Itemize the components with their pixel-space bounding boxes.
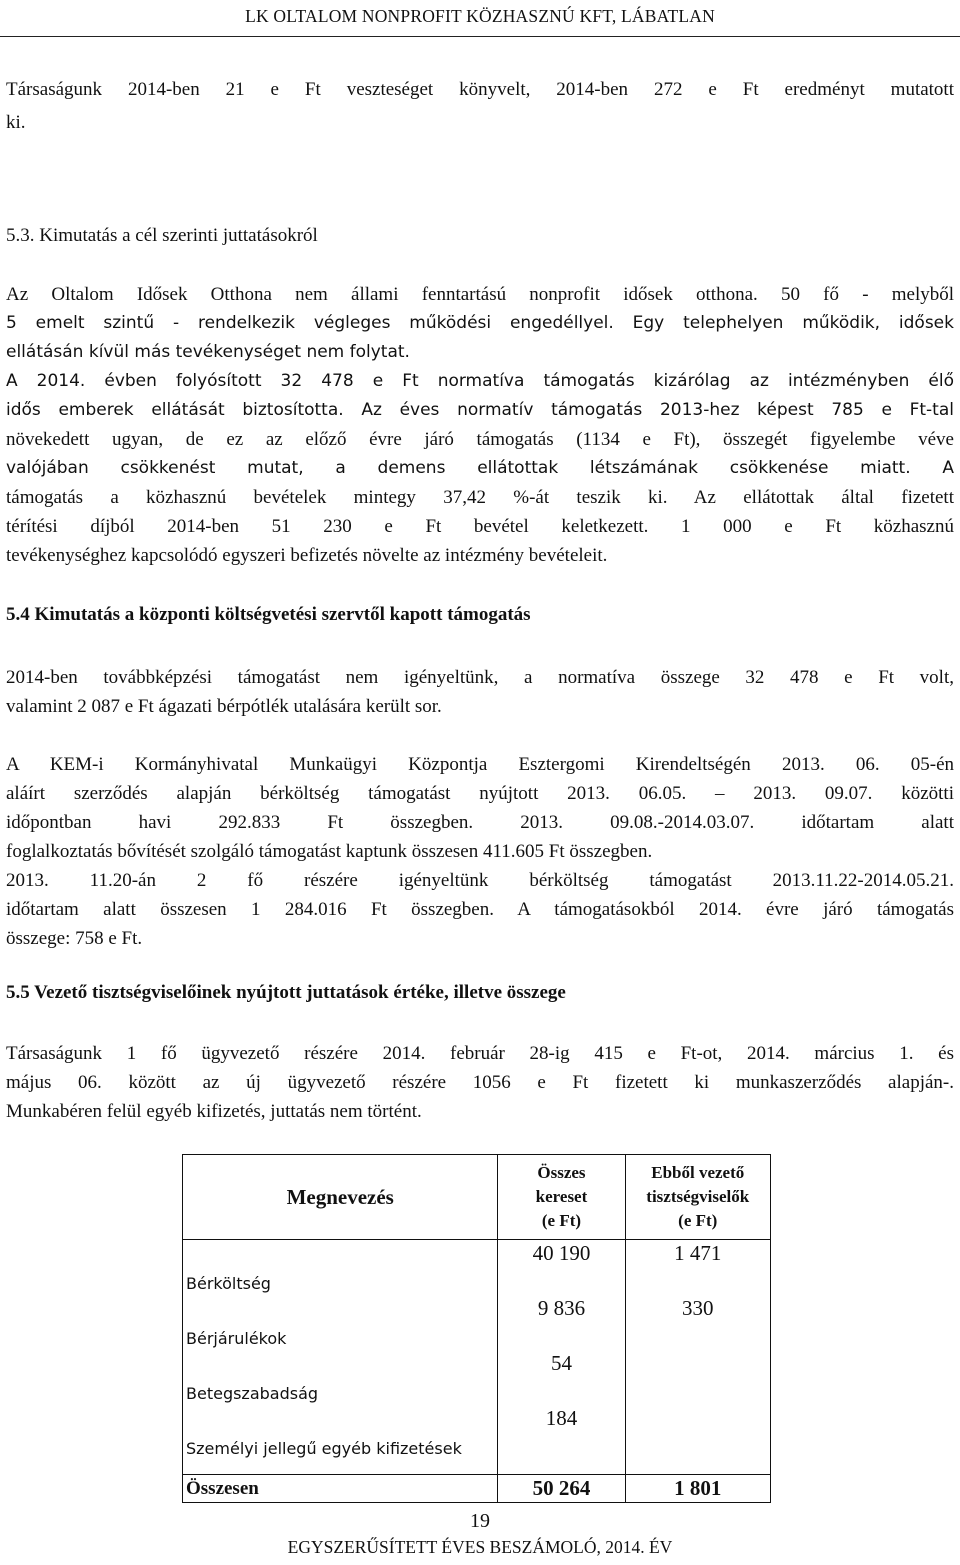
row-label-berkoltseg: Bérköltség [186, 1274, 271, 1293]
s54-p2-line-5: 2013. 11.20-án 2 fő részére igényeltünk bérköltség támogatást 2013.11.22-2014.05.21. [6, 870, 954, 891]
row-exec-betegszabadsag [629, 1350, 768, 1405]
total-exec-value: 1 801 [625, 1475, 771, 1503]
row-exec-berkoltseg: 1 471 [674, 1241, 722, 1265]
s53-line-10: tevékenységhez kapcsolódó egyszeri befizetés növelte az intézmény bevételeit. [6, 545, 608, 566]
executive-pay-table [182, 1154, 771, 1503]
row-total-berkoltseg: 40 190 [532, 1241, 591, 1265]
s53-line-7: valójában csökkenést mutat, a demens ellátottak létszámának csökkenése miatt. A [6, 458, 954, 478]
row-exec-berjarulekok: 330 [682, 1296, 714, 1320]
header-vezeto-tisztsegviselok [625, 1155, 771, 1240]
s53-line-2: 5 emelt szintű - rendelkezik végleges működési engedéllyel. Egy telephelyen működik, idősek [6, 313, 954, 333]
page-number: 19 [470, 1510, 490, 1532]
row-exec-szemelyi-jellegu [629, 1405, 768, 1460]
row-labels-cell [183, 1240, 498, 1475]
s55-line-2: május 06. között az új ügyvezető részére 1056 e Ft fizetett ki munkaszerződés alapján-. [6, 1072, 954, 1093]
row-total-szemelyi-jellegu: 184 [545, 1406, 578, 1430]
total-value: 50 264 [498, 1475, 625, 1503]
header-col2-line-1: Összes [537, 1163, 586, 1182]
s53-line-1: Az Oltalom Idősek Otthona nem állami fenntartású nonprofit idősek otthona. 50 fő - melyből [6, 284, 954, 305]
s54-p2-line-4: foglalkoztatás bővítését szolgáló támogatást kaptunk összesen 411.605 Ft összegben. [6, 841, 653, 862]
s55-line-3: Munkabéren felül egyéb kifizetés, juttatás nem történt. [6, 1101, 422, 1122]
header-megnevezes: Megnevezés [183, 1155, 498, 1240]
s54-p1-line-1: 2014-ben továbbképzési támogatást nem igényeltünk, a normatíva összege 32 478 e Ft volt, [6, 667, 954, 688]
s53-line-6: növekedett ugyan, de ez az előző évre járó támogatás (1134 e Ft), összegét figyelembe véve [6, 429, 954, 450]
section-5-3-heading: 5.3. Kimutatás a cél szerinti juttatásokról [6, 225, 318, 246]
row-label-berjarulekok: Bérjárulékok [186, 1329, 287, 1348]
row-total-betegszabadsag: 54 [550, 1351, 572, 1375]
header-osszes-kereset [498, 1155, 625, 1240]
total-label: Összesen [183, 1475, 498, 1503]
header-divider [0, 36, 960, 37]
section-5-4-heading: 5.4 Kimutatás a központi költségvetési szervtől kapott támogatás [6, 604, 531, 625]
header-col3-line-3: (e Ft) [678, 1211, 718, 1230]
s54-p2-line-3: időpontban havi 292.833 Ft összegben. 2013. 09.08.-2014.03.07. időtartam alatt [6, 812, 954, 833]
table-body-row [183, 1240, 771, 1475]
row-total-berjarulekok: 9 836 [537, 1296, 586, 1320]
header-col2-line-2: kereset [535, 1187, 588, 1206]
table-header-row [183, 1155, 771, 1240]
s53-line-3: ellátásán kívül más tevékenységet nem folytat. [6, 342, 410, 362]
header-col3-line-2: tisztségviselők [646, 1187, 750, 1206]
s54-p2-line-2: aláírt szerződés alapján bérköltség támogatást nyújtott 2013. 06.05. – 2013. 09.07. közötti [6, 783, 954, 804]
s53-line-5: idős emberek ellátását biztosította. Az éves normatív támogatás 2013-hez képest 785 e Ft-tal [6, 400, 954, 420]
row-label-betegszabadsag: Betegszabadság [186, 1384, 319, 1403]
intro-line-2: ki. [6, 112, 26, 133]
s54-p2-line-6: időtartam alatt összesen 1 284.016 Ft összegben. A támogatásokból 2014. évre járó támogatás [6, 899, 954, 920]
section-5-5-heading: 5.5 Vezető tisztségviselőinek nyújtott juttatások értéke, illetve összege [6, 982, 566, 1003]
page-footer-title: EGYSZERŰSÍTETT ÉVES BESZÁMOLÓ, 2014. ÉV [287, 1537, 673, 1557]
s53-line-4: A 2014. évben folyósított 32 478 e Ft normatíva támogatás kizárólag az intézményben élő [6, 371, 954, 391]
s53-line-9: térítési díjból 2014-ben 51 230 e Ft bevétel keletkezett. 1 000 e Ft közhasznú [6, 516, 954, 537]
header-col2-line-3: (e Ft) [541, 1211, 582, 1230]
s54-p2-line-1: A KEM-i Kormányhivatal Munkaügyi Központja Esztergomi Kirendeltségén 2013. 06. 05-én [6, 754, 954, 775]
row-exec-cell [625, 1240, 771, 1475]
table-total-row [183, 1475, 771, 1503]
header-col3-line-1: Ebből vezető [651, 1163, 745, 1182]
intro-line-1: Társaságunk 2014-ben 21 e Ft veszteséget könyvelt, 2014-ben 272 e Ft eredményt mutatott [6, 79, 954, 100]
page-header-title: LK OLTALOM NONPROFIT KÖZHASZNÚ KFT, LÁBATLAN [245, 6, 715, 26]
s54-p2-line-7: összege: 758 e Ft. [6, 928, 143, 949]
s55-line-1: Társaságunk 1 fő ügyvezető részére 2014. február 28-ig 415 e Ft-ot, 2014. március 1. és [6, 1043, 954, 1064]
row-totals-cell [498, 1240, 625, 1475]
row-label-szemelyi-jellegu: Személyi jellegű egyéb kifizetések [186, 1439, 462, 1458]
s53-line-8: támogatás a közhasznú bevételek mintegy 37,42 %-át teszik ki. Az ellátottak által fizetett [6, 487, 954, 508]
s54-p1-line-2: valamint 2 087 e Ft ágazati bérpótlék utalására került sor. [6, 696, 442, 717]
